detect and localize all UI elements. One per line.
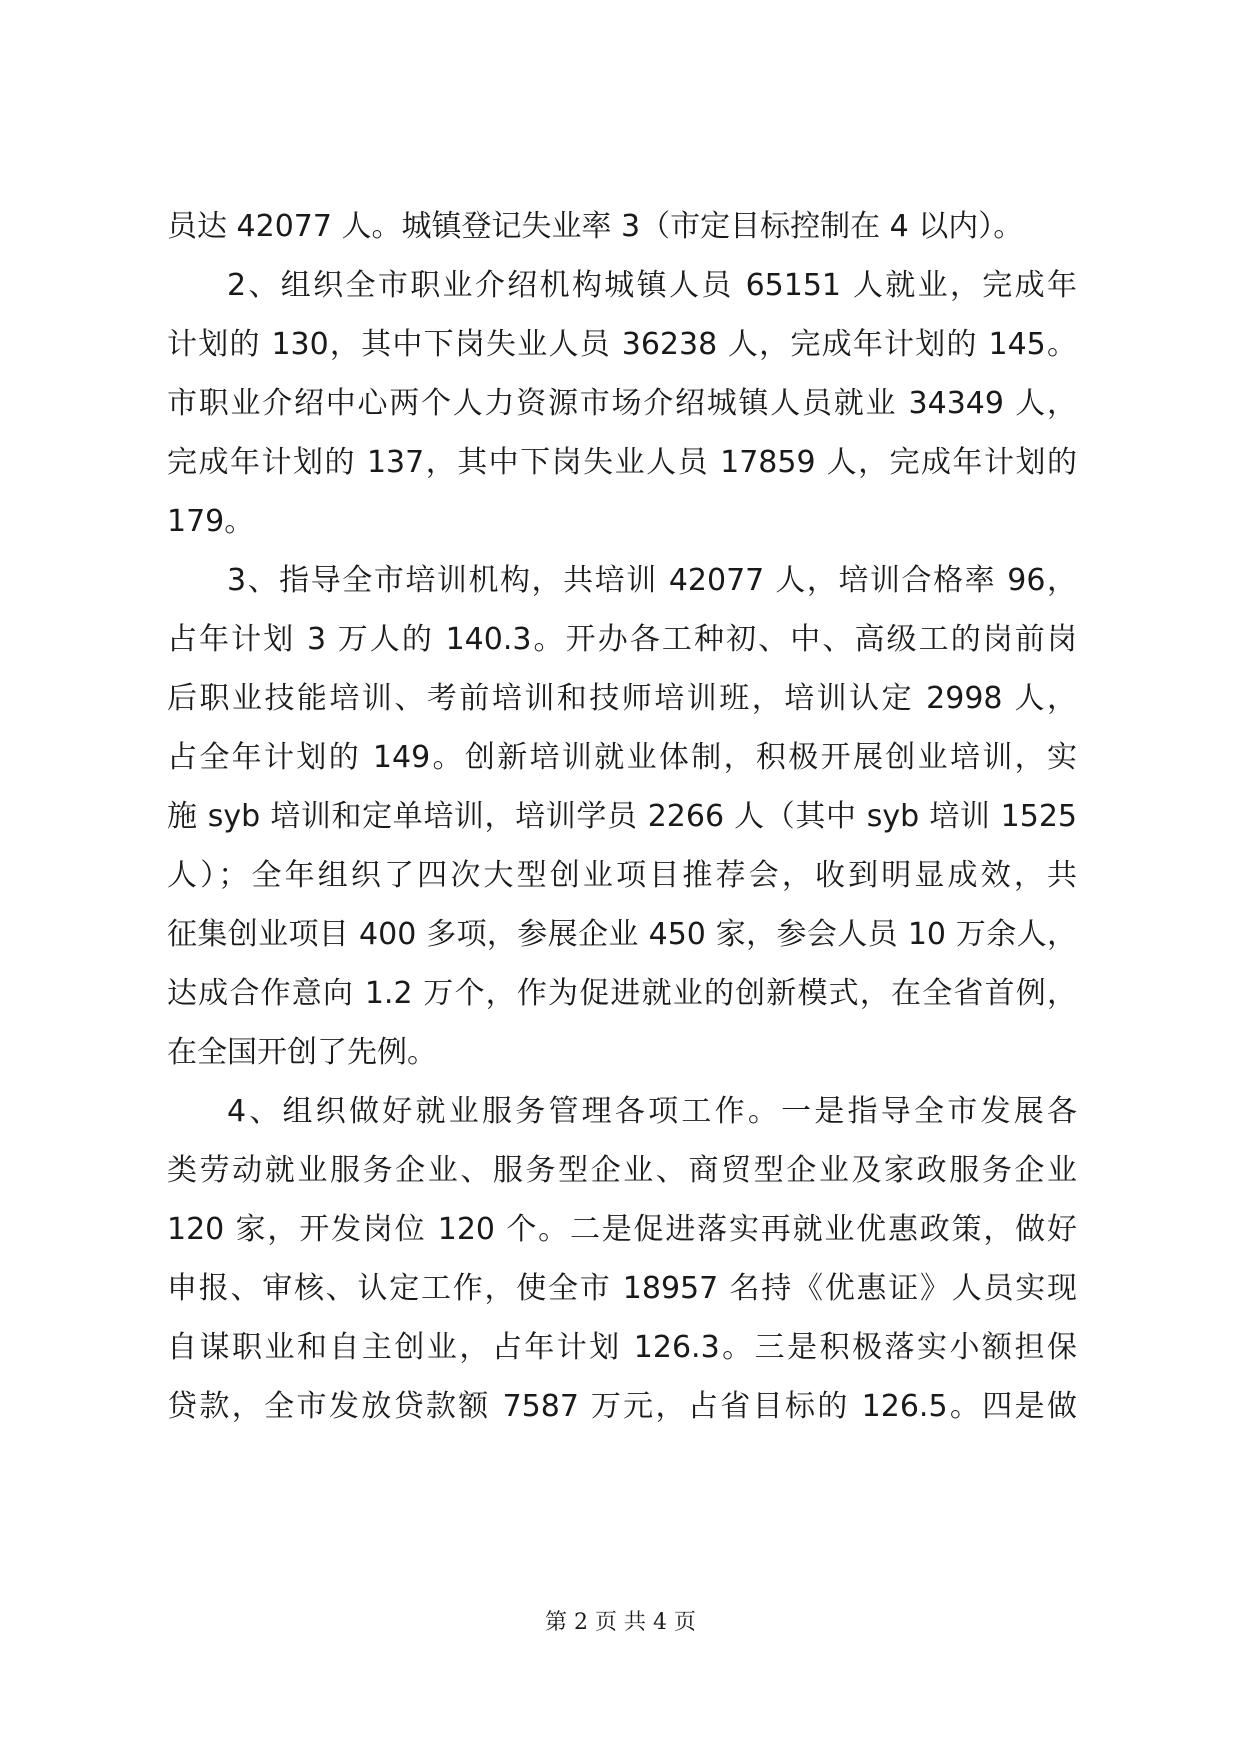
body-text-line: 占全年计划的 149。创新培训就业体制，积极开展创业培训，实 — [167, 740, 1077, 775]
body-text-line: 贷款，全市发放贷款额 7587 万元，占省目标的 126.5。四是做 — [167, 1389, 1077, 1424]
body-text-line: 占年计划 3 万人的 140.3。开办各工种初、中、高级工的岗前岗 — [167, 622, 1077, 657]
page-number-footer: 第 2 页 共 4 页 — [545, 1610, 696, 1635]
body-text-line: 施 syb 培训和定单培训，培训学员 2266 人（其中 syb 培训 1525 — [167, 799, 1077, 834]
body-text-line: 在全国开创了先例。 — [167, 1035, 437, 1070]
body-text-line: 计划的 130，其中下岗失业人员 36238 人，完成年计划的 145。 — [167, 327, 1077, 362]
body-text-line: 申报、审核、认定工作，使全市 18957 名持《优惠证》人员实现 — [167, 1271, 1077, 1306]
body-text-line: 179。 — [167, 504, 255, 539]
body-text-line: 人）；全年组织了四次大型创业项目推荐会，收到明显成效，共 — [167, 858, 1077, 893]
body-text-line: 员达 42077 人。城镇登记失业率 3（市定目标控制在 4 以内）。 — [167, 209, 1024, 244]
body-text-line: 类劳动就业服务企业、服务型企业、商贸型企业及家政服务企业 — [167, 1153, 1077, 1188]
paragraph-4-start: 4、组织做好就业服务管理各项工作。一是指导全市发展各 — [227, 1094, 1077, 1129]
body-text-line: 征集创业项目 400 多项，参展企业 450 家，参会人员 10 万余人， — [167, 917, 1077, 952]
paragraph-3-start: 3、指导全市培训机构，共培训 42077 人，培训合格率 96， — [227, 563, 1077, 598]
body-text-line: 120 家，开发岗位 120 个。二是促进落实再就业优惠政策，做好 — [167, 1212, 1077, 1247]
body-text-line: 自谋职业和自主创业，占年计划 126.3。三是积极落实小额担保 — [167, 1330, 1077, 1365]
body-text-line: 完成年计划的 137，其中下岗失业人员 17859 人，完成年计划的 — [167, 445, 1077, 480]
body-text-line: 市职业介绍中心两个人力资源市场介绍城镇人员就业 34349 人， — [167, 386, 1077, 421]
body-text-line: 达成合作意向 1.2 万个，作为促进就业的创新模式，在全省首例， — [167, 976, 1077, 1011]
body-text-line: 后职业技能培训、考前培训和技师培训班，培训认定 2998 人， — [167, 681, 1077, 716]
paragraph-2-start: 2、组织全市职业介绍机构城镇人员 65151 人就业，完成年 — [227, 268, 1077, 303]
